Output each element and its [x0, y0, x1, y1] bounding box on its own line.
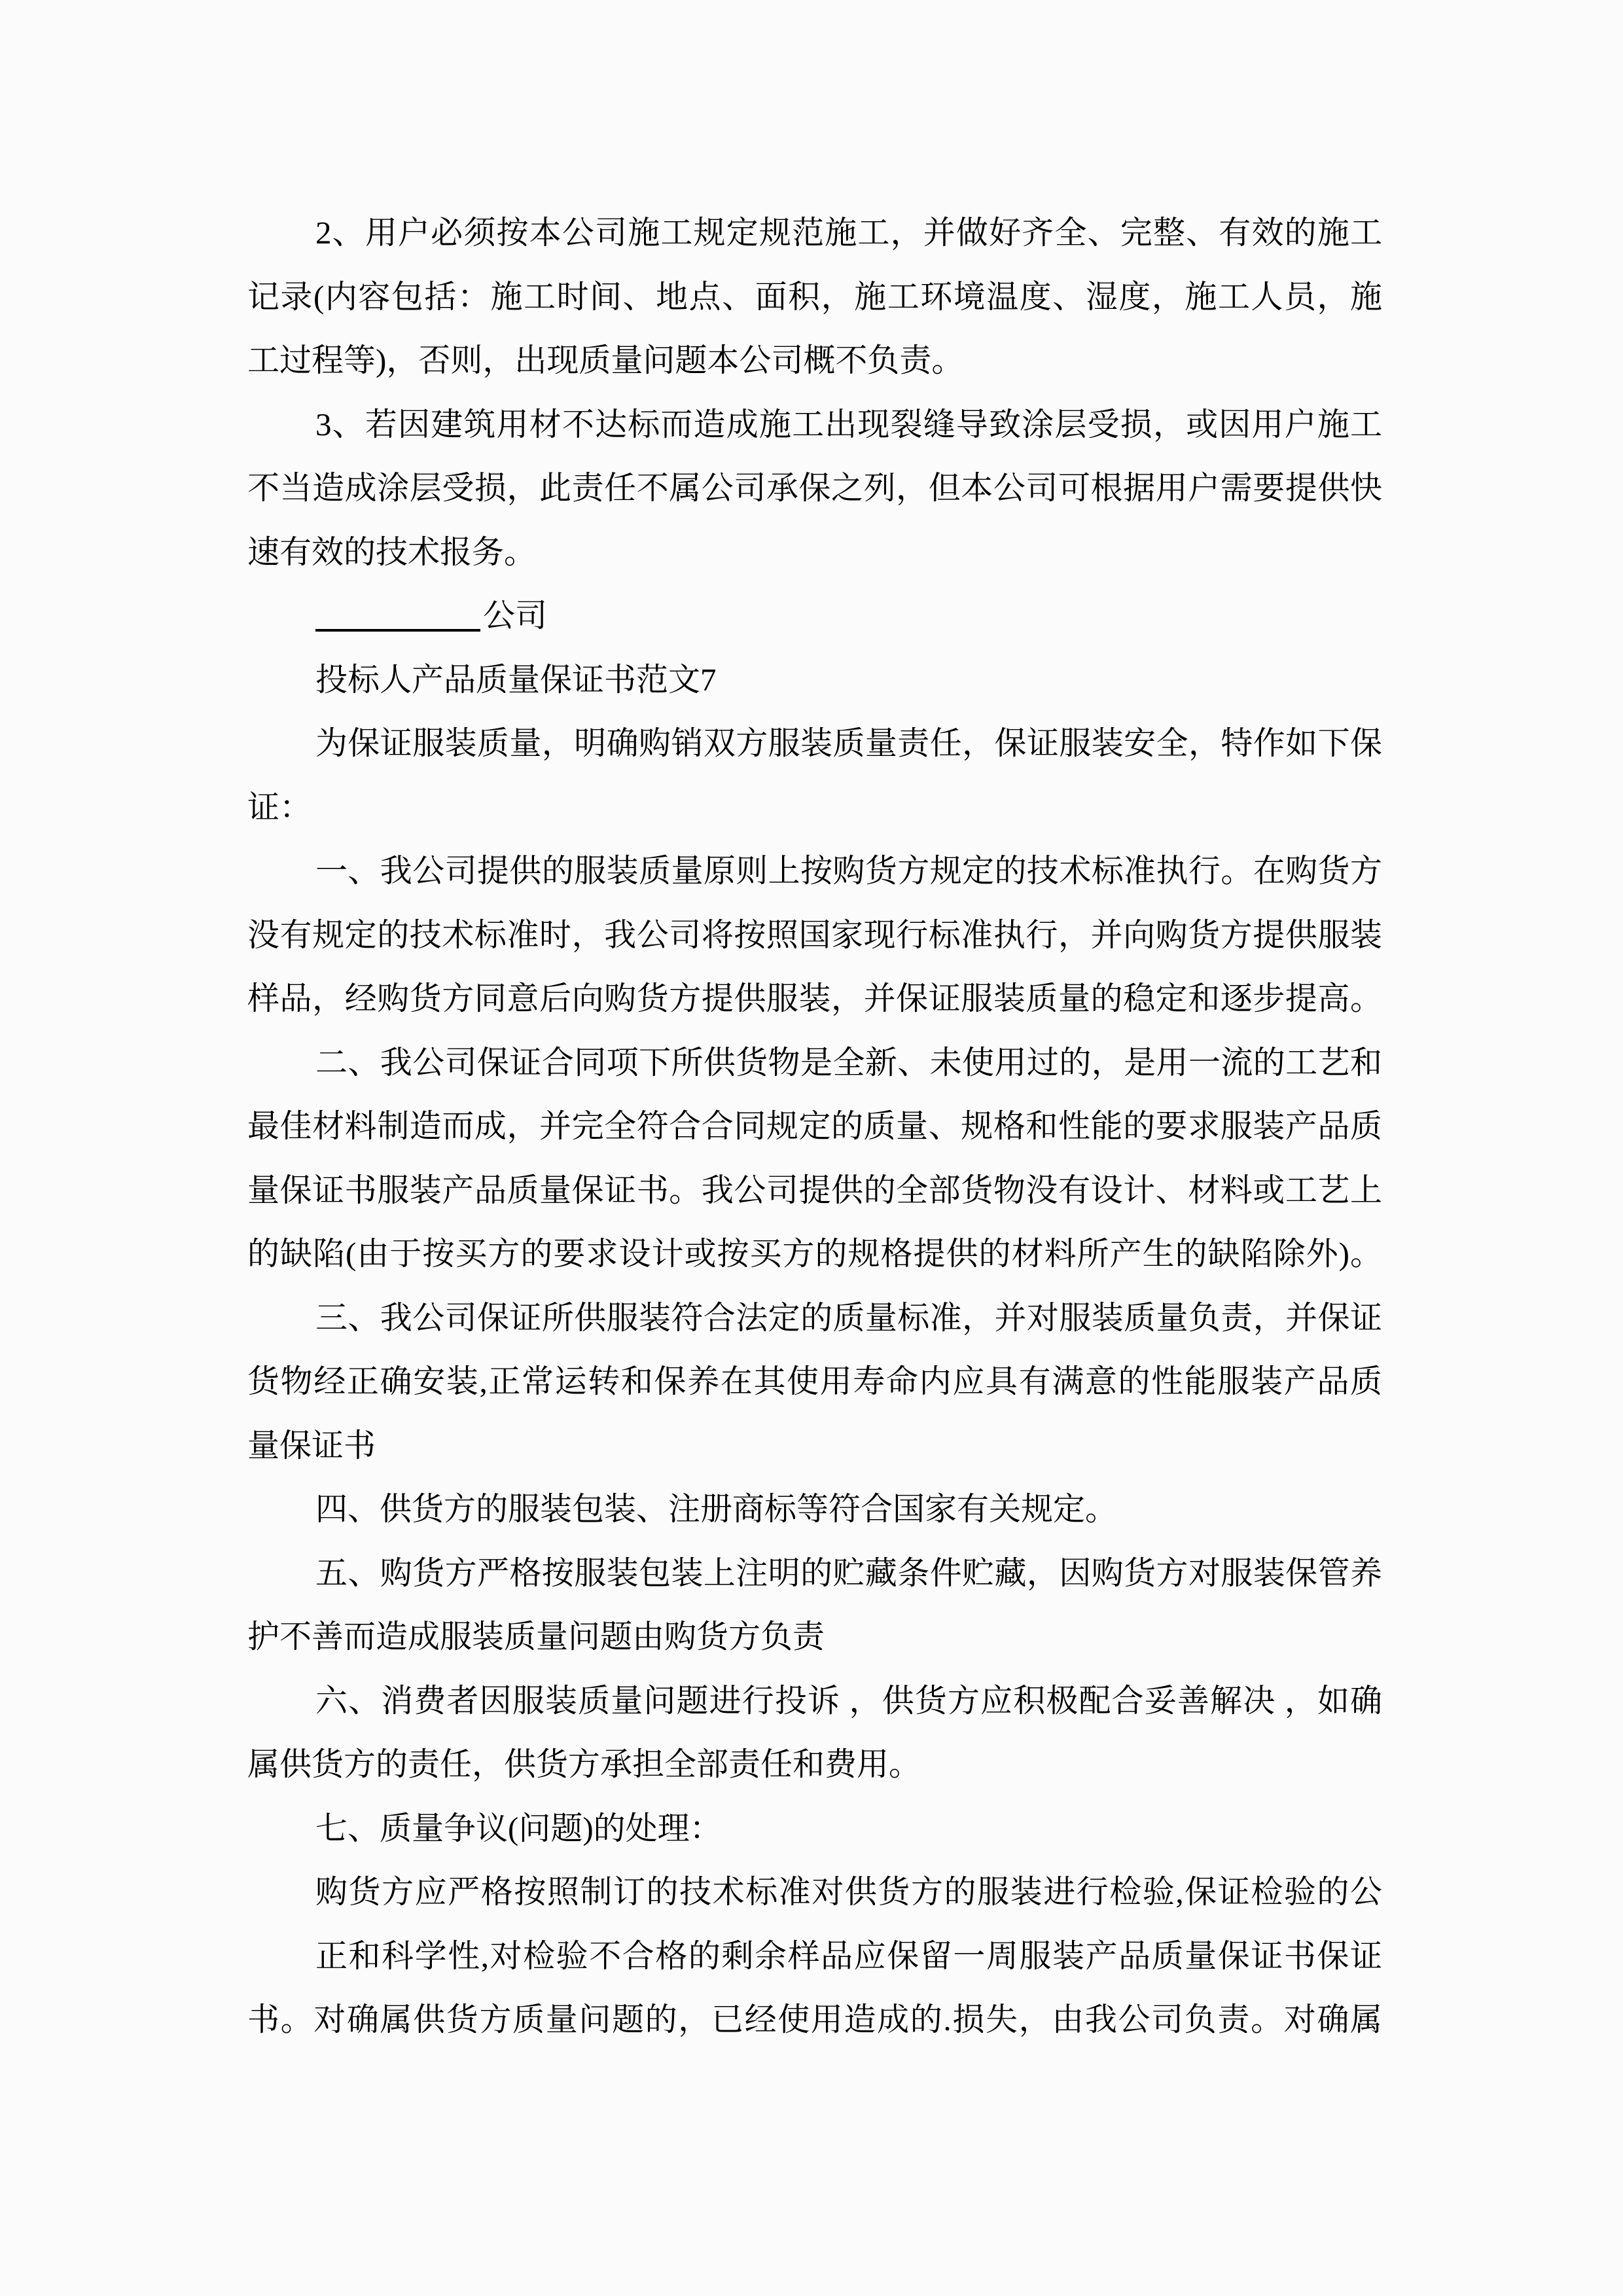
document-body — [247, 201, 1382, 2052]
text-line — [247, 1988, 1382, 2052]
text-line — [247, 711, 1382, 776]
signature-company-label: 公司 — [483, 598, 548, 634]
text-line-content: 六、消费者因服装质量问题进行投诉 ，供货方应积极配合妥善解决 ，如确 — [315, 1682, 1382, 1719]
text-line — [247, 584, 1382, 648]
text-line — [247, 1860, 1382, 1924]
text-line-content: 货物经正确安装,正常运转和保养在其使用寿命内应具有满意的性能服装产品质 — [247, 1363, 1382, 1399]
text-line-content: 二、我公司保证合同项下所供货物是全新、未使用过的，是用一流的工艺和 — [315, 1044, 1382, 1081]
text-line-content: 工过程等)，否则，出现质量问题本公司概不负责。 — [247, 342, 964, 378]
text-line-content: 七、质量争议(问题)的处理： — [315, 1810, 722, 1846]
text-line-content: 四、供货方的服装包装、注册商标等符合国家有关规定。 — [315, 1491, 1118, 1527]
text-line — [247, 1031, 1382, 1095]
text-line — [247, 393, 1382, 457]
text-line — [247, 1732, 1382, 1797]
text-line-content: 五、购货方严格按服装包装上注明的贮藏条件贮藏，因购货方对服装保管养 — [315, 1554, 1382, 1591]
text-line — [247, 1541, 1382, 1605]
text-line-content: 一、我公司提供的服装质量原则上按购货方规定的技术标准执行。在购货方 — [315, 853, 1382, 889]
text-line-content: 书。对确属供货方质量问题的，已经使用造成的.损失，由我公司负责。对确属 — [247, 2001, 1382, 2037]
text-line — [247, 1222, 1382, 1286]
text-line-content: 3、若因建筑用材不达标而造成施工出现裂缝导致涂层受损，或因用户施工 — [315, 406, 1382, 442]
text-line — [247, 1350, 1382, 1414]
text-line — [247, 1094, 1382, 1158]
text-line-content: 样品，经购货方同意后向购货方提供服装，并保证服装质量的稳定和逐步提高。 — [247, 980, 1382, 1016]
text-line-content: 不当造成涂层受损，此责任不属公司承保之列，但本公司可根据用户需要提供快 — [247, 470, 1382, 506]
text-line-content: 证： — [247, 789, 312, 825]
document-heading: 投标人产品质量保证书范文7 — [315, 661, 717, 698]
text-line-content: 为保证服装质量，明确购销双方服装质量责任，保证服装安全，特作如下保 — [315, 725, 1382, 761]
text-line — [247, 776, 1382, 840]
text-line — [247, 1669, 1382, 1733]
text-line-content: 记录(内容包括：施工时间、地点、面积，施工环境温度、湿度，施工人员，施 — [247, 278, 1382, 315]
text-line — [247, 1158, 1382, 1223]
text-line — [247, 839, 1382, 903]
text-line-content: 量保证书服装产品质量保证书。我公司提供的全部货物没有设计、材料或工艺上 — [247, 1172, 1382, 1208]
text-line-content: 速有效的技术报务。 — [247, 533, 537, 570]
text-line — [247, 1924, 1382, 1988]
text-line-content: 2、用户必须按本公司施工规定规范施工，并做好齐全、完整、有效的施工 — [315, 215, 1382, 251]
text-line — [247, 520, 1382, 584]
text-line-content: 量保证书 — [247, 1427, 376, 1463]
text-line — [247, 329, 1382, 393]
text-line-content: 属供货方的责任，供货方承担全部责任和费用。 — [247, 1746, 921, 1782]
text-line-content: 三、我公司保证所供服装符合法定的质量标准，并对服装质量负责，并保证 — [315, 1299, 1382, 1336]
text-line — [247, 201, 1382, 265]
text-line — [247, 1477, 1382, 1541]
text-line — [247, 903, 1382, 967]
text-line-content: 没有规定的技术标准时，我公司将按照国家现行标准执行，并向购货方提供服装 — [247, 916, 1382, 953]
text-line — [247, 1286, 1382, 1350]
text-line-content: 正和科学性,对检验不合格的剩余样品应保留一周服装产品质量保证书保证 — [315, 1937, 1382, 1974]
text-line — [247, 1414, 1382, 1478]
text-line — [247, 1797, 1382, 1861]
text-line — [247, 265, 1382, 329]
text-line-content: 最佳材料制造而成，并完全符合合同规定的质量、规格和性能的要求服装产品质 — [247, 1108, 1382, 1144]
signature-blank-line — [315, 603, 480, 632]
text-line — [247, 456, 1382, 520]
text-line — [247, 1605, 1382, 1669]
text-line — [247, 967, 1382, 1031]
text-line — [247, 648, 1382, 712]
text-line-content: 护不善而造成服装质量问题由购货方负责 — [247, 1619, 825, 1655]
text-line-content: 的缺陷(由于按买方的要求设计或按买方的规格提供的材料所产生的缺陷除外)。 — [247, 1236, 1382, 1272]
text-line-content: 购货方应严格按照制订的技术标准对供货方的服装进行检验,保证检验的公 — [315, 1874, 1382, 1910]
